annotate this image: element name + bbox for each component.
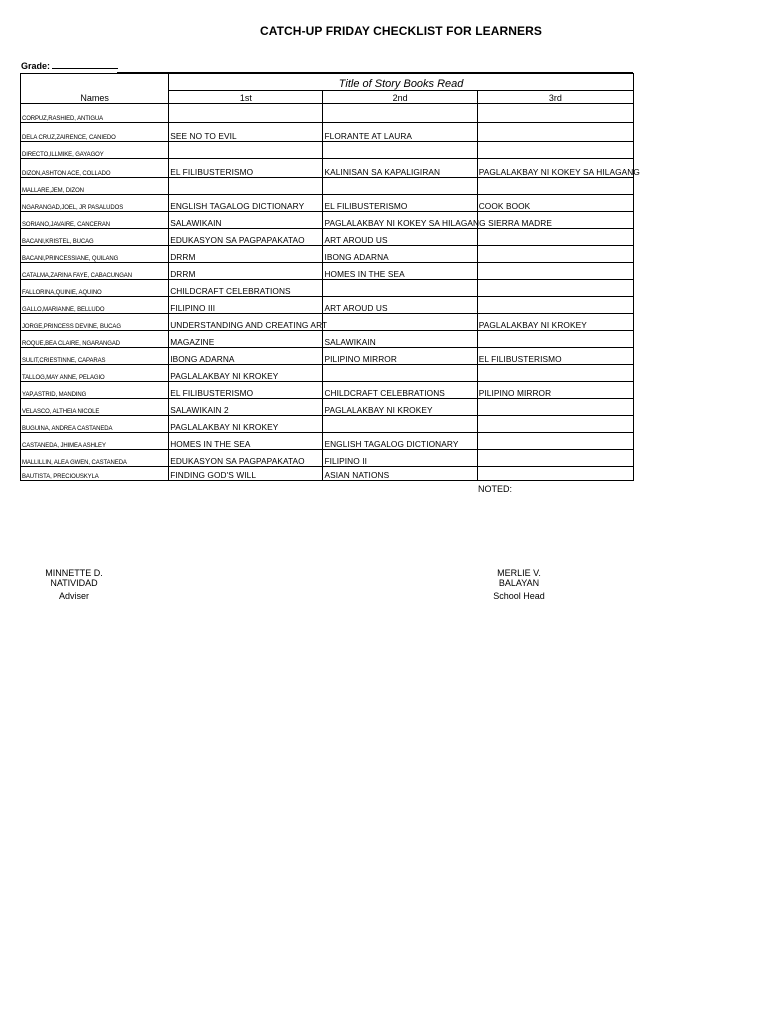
first-book-cell[interactable] bbox=[169, 280, 323, 297]
book-title: IBONG ADARNA bbox=[170, 354, 235, 364]
first-book-cell[interactable] bbox=[169, 263, 323, 280]
table-row bbox=[21, 314, 634, 331]
first-book-cell[interactable] bbox=[169, 212, 323, 229]
third-book-cell[interactable] bbox=[477, 104, 633, 123]
first-book-cell[interactable] bbox=[169, 433, 323, 450]
third-book-cell[interactable] bbox=[477, 348, 633, 365]
book-title: HOMES IN THE SEA bbox=[324, 269, 405, 279]
book-title: ENGLISH TAGALOG DICTIONARY bbox=[324, 439, 459, 449]
grade-blank-line[interactable] bbox=[52, 60, 118, 69]
learner-name: FALLORINA,QUINIE, AQUINO bbox=[22, 290, 102, 296]
first-book-cell[interactable] bbox=[169, 123, 323, 142]
school-head-role: School Head bbox=[493, 591, 545, 601]
third-book-cell[interactable] bbox=[477, 178, 633, 195]
second-book-cell[interactable] bbox=[323, 142, 477, 159]
book-title: UNDERSTANDING AND CREATING ART bbox=[170, 320, 328, 330]
second-book-cell[interactable] bbox=[323, 212, 552, 229]
second-book-cell[interactable] bbox=[323, 263, 477, 280]
second-book-header: 2nd bbox=[323, 91, 477, 104]
first-book-cell[interactable] bbox=[169, 467, 323, 481]
learner-name: CORPUZ,RASHIED, ANTIGUA bbox=[22, 116, 104, 122]
table-row bbox=[21, 142, 634, 159]
learner-name-cell[interactable] bbox=[21, 467, 169, 481]
first-book-cell[interactable] bbox=[169, 195, 323, 212]
table-row bbox=[21, 229, 634, 246]
books-read-header: Title of Story Books Read bbox=[169, 74, 634, 91]
first-book-cell[interactable] bbox=[169, 416, 323, 433]
table-row bbox=[21, 195, 634, 212]
second-book-cell[interactable] bbox=[323, 365, 477, 382]
table-row bbox=[21, 416, 634, 433]
book-title: FINDING GOD'S WILL bbox=[170, 470, 257, 480]
second-book-cell[interactable] bbox=[323, 104, 477, 123]
second-book-cell[interactable] bbox=[323, 331, 477, 348]
names-column-header: Names bbox=[21, 74, 169, 104]
second-book-cell[interactable] bbox=[323, 195, 477, 212]
book-title: EDUKASYON SA PAGPAPAKATAO bbox=[170, 456, 305, 466]
book-title: EL FILIBUSTERISMO bbox=[170, 388, 254, 398]
book-title: ART AROUD US bbox=[324, 235, 388, 245]
book-title: PAGLALAKBAY NI KROKEY bbox=[170, 422, 279, 432]
book-title: ENGLISH TAGALOG DICTIONARY bbox=[170, 201, 305, 211]
book-title: FILIPINO II bbox=[324, 456, 368, 466]
book-title: CHILDCRAFT CELEBRATIONS bbox=[170, 286, 291, 296]
book-title: DRRM bbox=[170, 252, 196, 262]
third-book-cell[interactable] bbox=[477, 159, 640, 178]
page-title: CATCH-UP FRIDAY CHECKLIST FOR LEARNERS bbox=[259, 24, 543, 38]
learner-name: VELASCO, ALTHEIA NICOLE bbox=[22, 409, 100, 415]
learner-name: SULIT,CRIESTINNE, CAPARAS bbox=[22, 358, 106, 364]
second-book-cell[interactable] bbox=[323, 416, 477, 433]
school-head-name: MERLIE V. BALAYAN bbox=[497, 568, 541, 588]
learner-name: DIRECTO,ILLMIKE, GAYAGOY bbox=[22, 152, 104, 158]
learner-name-cell[interactable] bbox=[21, 178, 169, 195]
table-row bbox=[21, 123, 634, 142]
first-book-cell[interactable] bbox=[169, 365, 323, 382]
second-book-cell[interactable] bbox=[323, 382, 477, 399]
learner-name-cell[interactable] bbox=[21, 212, 169, 229]
learner-name-cell[interactable] bbox=[21, 331, 169, 348]
learner-name-cell[interactable] bbox=[21, 195, 169, 212]
adviser-name: MINNETTE D. NATIVIDAD bbox=[45, 568, 103, 588]
second-book-cell[interactable] bbox=[323, 399, 477, 416]
book-title: PILIPINO MIRROR bbox=[478, 388, 552, 398]
learner-name: CATALMA,ZARINA FAYE, CABACUNGAN bbox=[22, 273, 132, 279]
book-title: FLORANTE AT LAURA bbox=[324, 131, 413, 141]
second-book-cell[interactable] bbox=[323, 348, 477, 365]
second-book-cell[interactable] bbox=[323, 159, 477, 178]
learner-name-cell[interactable] bbox=[21, 365, 169, 382]
school-head-signature bbox=[477, 568, 561, 601]
third-book-cell[interactable] bbox=[477, 467, 633, 481]
book-title: ART AROUD US bbox=[324, 303, 388, 313]
learner-name-cell[interactable] bbox=[21, 280, 169, 297]
learner-name: TALLOG,MAY ANNE, PELAGIO bbox=[22, 375, 105, 381]
book-title: PAGLALAKBAY NI KROKEY bbox=[324, 405, 433, 415]
learner-name-cell[interactable] bbox=[21, 416, 169, 433]
learner-name: DELA CRUZ,ZAIRENCE, CANIEDO bbox=[22, 135, 116, 141]
learner-name: NGARANGAD,JOEL, JR PASALUDOS bbox=[22, 205, 124, 211]
first-book-cell[interactable] bbox=[169, 348, 323, 365]
learner-name: BAUTISTA, PRECIOUSKYLA bbox=[22, 474, 99, 480]
book-title: IBONG ADARNA bbox=[324, 252, 389, 262]
learner-name: JORGE,PRINCESS DEVINE, BUCAG bbox=[22, 324, 121, 330]
table-row bbox=[21, 104, 634, 123]
second-book-cell[interactable] bbox=[323, 178, 477, 195]
book-title: COOK BOOK bbox=[478, 201, 531, 211]
table-row bbox=[21, 433, 634, 450]
learner-name-cell[interactable] bbox=[21, 142, 169, 159]
second-book-cell[interactable] bbox=[323, 229, 477, 246]
adviser-signature bbox=[21, 568, 127, 601]
table-row bbox=[21, 212, 634, 229]
book-title: PAGLALAKBAY NI KROKEY bbox=[478, 320, 587, 330]
learner-name-cell[interactable] bbox=[21, 382, 169, 399]
noted-label: NOTED: bbox=[478, 484, 513, 494]
grade-label: Grade: bbox=[21, 61, 51, 71]
table-row bbox=[21, 159, 634, 178]
first-book-cell[interactable] bbox=[169, 399, 323, 416]
table-row bbox=[21, 297, 634, 314]
learner-name: MALLARE,JEM, DIZON bbox=[22, 188, 84, 194]
third-book-header: 3rd bbox=[477, 91, 633, 104]
book-title: SALAWIKAIN 2 bbox=[170, 405, 229, 415]
third-book-cell[interactable] bbox=[477, 263, 633, 280]
first-book-cell[interactable] bbox=[169, 159, 323, 178]
table-row bbox=[21, 365, 634, 382]
second-book-cell[interactable] bbox=[323, 450, 477, 467]
book-title: EL FILIBUSTERISMO bbox=[324, 201, 408, 211]
third-book-cell[interactable] bbox=[477, 450, 633, 467]
learner-name: ROQUE,BEA CLAIRE, NGARANGAD bbox=[22, 341, 120, 347]
third-book-cell[interactable] bbox=[477, 399, 633, 416]
second-book-cell[interactable] bbox=[323, 467, 477, 481]
learner-name-cell[interactable] bbox=[21, 229, 169, 246]
learner-name-cell[interactable] bbox=[21, 314, 169, 331]
table-row bbox=[21, 331, 634, 348]
table-row bbox=[21, 399, 634, 416]
book-title: PAGLALAKBAY NI KOKEY SA HILAGANG bbox=[478, 167, 640, 177]
first-book-cell[interactable] bbox=[169, 229, 323, 246]
first-book-cell[interactable] bbox=[169, 104, 323, 123]
learner-name: MALLILLIN, ALEA GWEN, CASTANEDA bbox=[22, 460, 127, 466]
table-row bbox=[21, 280, 634, 297]
book-title: EDUKASYON SA PAGPAPAKATAO bbox=[170, 235, 305, 245]
adviser-role: Adviser bbox=[58, 591, 89, 601]
third-book-cell[interactable] bbox=[477, 123, 633, 142]
third-book-cell[interactable] bbox=[477, 416, 633, 433]
learner-name-cell[interactable] bbox=[21, 246, 169, 263]
third-book-cell[interactable] bbox=[477, 229, 633, 246]
third-book-cell[interactable] bbox=[477, 365, 633, 382]
first-book-cell[interactable] bbox=[169, 331, 323, 348]
checklist-table bbox=[20, 73, 640, 481]
table-row bbox=[21, 450, 634, 467]
second-book-cell[interactable] bbox=[323, 314, 477, 331]
third-book-cell[interactable] bbox=[477, 297, 633, 314]
third-book-cell[interactable] bbox=[477, 195, 633, 212]
learner-name-cell[interactable] bbox=[21, 450, 169, 467]
learner-name: YAP,ASTRID, MANDING bbox=[22, 392, 87, 398]
second-book-cell[interactable] bbox=[323, 433, 477, 450]
first-book-cell[interactable] bbox=[169, 297, 323, 314]
table-row bbox=[21, 178, 634, 195]
book-title: SALAWIKAIN bbox=[170, 218, 222, 228]
book-title: KALINISAN SA KAPALIGIRAN bbox=[324, 167, 441, 177]
book-title: PILIPINO MIRROR bbox=[324, 354, 397, 364]
table-row bbox=[21, 467, 634, 481]
learner-name: SORIANO,JAVAIRE, CANCERAN bbox=[22, 222, 110, 228]
table-row bbox=[21, 246, 634, 263]
learner-name-cell[interactable] bbox=[21, 159, 169, 178]
first-book-cell[interactable] bbox=[169, 314, 328, 331]
table-row bbox=[21, 348, 634, 365]
table-row bbox=[21, 382, 634, 399]
table-row bbox=[21, 263, 634, 280]
first-book-header: 1st bbox=[169, 91, 323, 104]
third-book-cell[interactable] bbox=[477, 280, 633, 297]
learner-name: DIZON,ASHTON ACE, COLLADO bbox=[22, 171, 111, 177]
first-book-cell[interactable] bbox=[169, 142, 323, 159]
first-book-cell[interactable] bbox=[169, 450, 323, 467]
book-title: HOMES IN THE SEA bbox=[170, 439, 251, 449]
book-title: PAGLALAKBAY NI KOKEY SA HILAGANG SIERRA MADRE bbox=[324, 218, 552, 228]
learner-name: GALLO,MARIANNE, BELLUDO bbox=[22, 307, 105, 313]
learner-name-cell[interactable] bbox=[21, 104, 169, 123]
book-title: SEE NO TO EVIL bbox=[170, 131, 237, 141]
learner-name-cell[interactable] bbox=[21, 297, 169, 314]
third-book-cell[interactable] bbox=[477, 142, 633, 159]
book-title: DRRM bbox=[170, 269, 196, 279]
third-book-cell[interactable] bbox=[477, 433, 633, 450]
learner-name-cell[interactable] bbox=[21, 123, 169, 142]
book-title: SALAWIKAIN bbox=[324, 337, 376, 347]
grade-field[interactable] bbox=[21, 60, 118, 71]
learner-name-cell[interactable] bbox=[21, 348, 169, 365]
book-title: ASIAN NATIONS bbox=[324, 470, 390, 480]
learner-rows bbox=[21, 104, 640, 481]
third-book-cell[interactable] bbox=[477, 246, 633, 263]
learner-name: BACANI,PRINCESSIANE, QUILANG bbox=[22, 256, 119, 262]
learner-name: BACANI,KRISTEL, BUCAG bbox=[22, 239, 94, 245]
first-book-cell[interactable] bbox=[169, 382, 323, 399]
third-book-cell[interactable] bbox=[477, 331, 633, 348]
learner-name: BUGUINA, ANDREA CASTANEDA bbox=[22, 426, 113, 432]
book-title: EL FILIBUSTERISMO bbox=[170, 167, 254, 177]
second-book-cell[interactable] bbox=[323, 280, 477, 297]
third-book-cell[interactable] bbox=[477, 314, 633, 331]
book-title: EL FILIBUSTERISMO bbox=[478, 354, 562, 364]
book-title: MAGAZINE bbox=[170, 337, 215, 347]
learner-name: CASTANEDA, JHIMEA ASHLEY bbox=[22, 443, 106, 449]
first-book-cell[interactable] bbox=[169, 178, 323, 195]
second-book-cell[interactable] bbox=[323, 246, 477, 263]
book-title: PAGLALAKBAY NI KROKEY bbox=[170, 371, 279, 381]
book-title: FILIPINO III bbox=[170, 303, 216, 313]
second-book-cell[interactable] bbox=[323, 123, 477, 142]
book-title: CHILDCRAFT CELEBRATIONS bbox=[324, 388, 445, 398]
third-book-cell[interactable] bbox=[477, 382, 633, 399]
learner-name-cell[interactable] bbox=[21, 433, 169, 450]
learner-name-cell[interactable] bbox=[21, 399, 169, 416]
first-book-cell[interactable] bbox=[169, 246, 323, 263]
second-book-cell[interactable] bbox=[323, 297, 477, 314]
learner-name-cell[interactable] bbox=[21, 263, 169, 280]
